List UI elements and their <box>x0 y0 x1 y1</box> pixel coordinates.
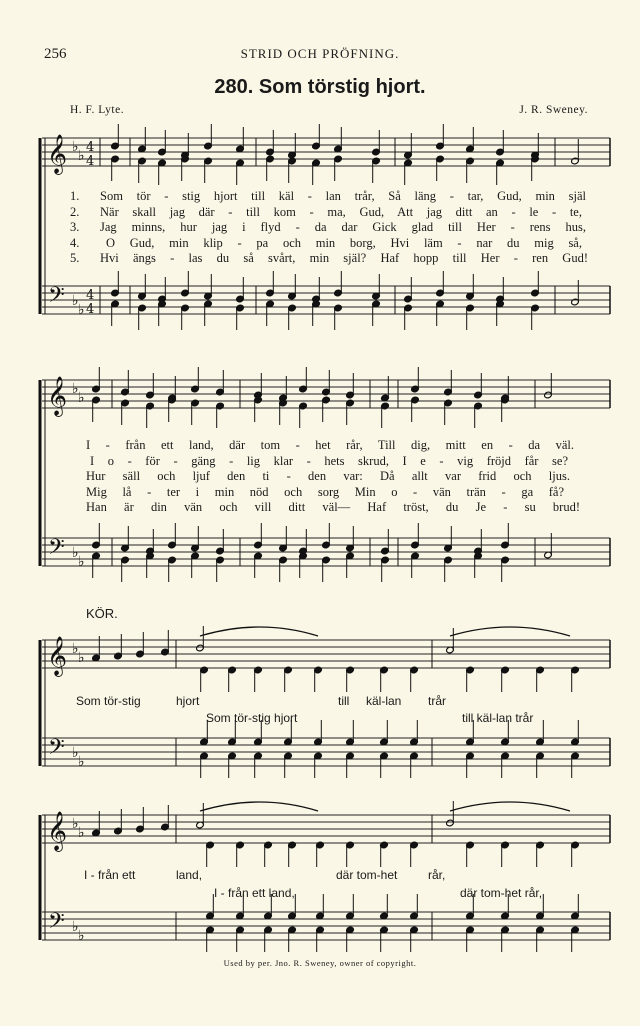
verse-line: När skall jag där - till kom - ma, Gud, Att jag ditt an - le - te, <box>100 205 582 219</box>
chorus-label: KÖR. <box>86 606 118 621</box>
copyright-footer: Used by per. Jno. R. Sweney, owner of copyright. <box>223 958 417 968</box>
system-4-key-flat: ♭ <box>78 928 85 944</box>
chorus-slur <box>450 802 570 811</box>
verse-number: 1. <box>70 189 80 203</box>
composer: J. R. Sweney. <box>519 104 588 116</box>
system-4-key-flat: ♭ <box>78 825 85 841</box>
chorus-word: där tom-het <box>336 868 398 882</box>
page-number: 256 <box>44 46 67 62</box>
system-3-key-flat: ♭ <box>72 745 79 761</box>
verse-number: 3. <box>70 220 80 234</box>
system-3-treble-clef: 𝄞 <box>47 636 68 676</box>
lyricist: H. F. Lyte. <box>70 104 125 116</box>
system-1-bass-clef: 𝄢 <box>48 283 65 313</box>
verse-line: Mig lå - ter i min nöd och sorg Min o - vän trän - ga få? <box>86 485 564 499</box>
hymn-title-text: Som törstig hjort. <box>258 76 426 98</box>
chorus-word: hjort <box>176 694 200 708</box>
system-1-key-flat: ♭ <box>78 148 85 164</box>
system-1-treble-clef: 𝄞 <box>47 134 68 174</box>
system-1-time-sig: 4 <box>86 140 95 155</box>
chorus-slur <box>450 627 570 636</box>
verse-number: 5. <box>70 251 80 265</box>
system-3-key-flat: ♭ <box>78 754 85 770</box>
system-4-bass-clef: 𝄢 <box>48 909 65 939</box>
verse-line: I o - för - gäng - lig klar - hets skrud, I e - vig fröjd får se? <box>90 454 568 468</box>
verse-line: Jag minns, hur jag i flyd - da dar Gick glad till Her - rens hus, <box>100 220 586 234</box>
verse-line: I - från ett land, där tom - het rår, Till dig, mitt en - da väl. <box>86 438 574 452</box>
chorus-word: Som tör-stig <box>76 694 141 708</box>
system-2-bass-clef: 𝄢 <box>48 535 65 565</box>
verse-line: Som tör - stig hjort till käl - lan trår, Så läng - tar, Gud, min själ <box>100 189 586 203</box>
chorus-slur <box>200 627 318 636</box>
verse-line: O Gud, min klip - pa och min borg, Hvi läm - nar du mig så, <box>106 236 582 250</box>
chorus-word: rår, <box>428 868 446 882</box>
system-1-key-flat: ♭ <box>78 302 85 318</box>
system-4-treble-clef: 𝄞 <box>47 811 68 851</box>
system-3-bass-clef: 𝄢 <box>48 735 65 765</box>
system-2-key-flat: ♭ <box>78 390 85 406</box>
chorus-word: käl-lan <box>366 694 402 708</box>
system-1-key-flat: ♭ <box>72 139 79 155</box>
chorus-word: till käl-lan trår <box>462 711 534 725</box>
system-2-key-flat: ♭ <box>78 554 85 570</box>
verse-number: 2. <box>70 205 80 219</box>
chorus-word: där tom-het rår, <box>460 886 543 900</box>
system-2-key-flat: ♭ <box>72 545 79 561</box>
chorus-slur <box>200 802 318 811</box>
chorus-word: Som tör-stig hjort <box>206 711 298 725</box>
chorus-word: I - från ett <box>84 868 136 882</box>
system-3-key-flat: ♭ <box>78 650 85 666</box>
system-2-treble-clef: 𝄞 <box>47 376 68 416</box>
system-3-key-flat: ♭ <box>72 641 79 657</box>
system-1-time-sig: 4 <box>86 288 95 303</box>
verse-line: Hvi ängs - las du så svårt, min själ? Haf hopp till Her - ren Gud! <box>100 251 588 265</box>
chorus-word: trår <box>428 694 446 708</box>
system-1-time-sig: 4 <box>86 154 95 169</box>
chorus-word: land, <box>176 868 203 882</box>
system-2-key-flat: ♭ <box>72 381 79 397</box>
chorus-word: I - från ett land, <box>214 886 295 900</box>
system-1-key-flat: ♭ <box>72 293 79 309</box>
system-4-key-flat: ♭ <box>72 816 79 832</box>
verse-number: 4. <box>70 236 80 250</box>
system-1-time-sig: 4 <box>86 302 95 317</box>
hymn-number: 280. <box>214 76 254 98</box>
chorus-word: till <box>338 694 350 708</box>
system-4-key-flat: ♭ <box>72 919 79 935</box>
running-head: STRID OCH PRÖFNING. <box>240 46 400 61</box>
verse-line: Hur säll och ljuf den ti - den var: Då allt var frid och ljus. <box>86 469 570 483</box>
verse-line: Han är din vän och vill ditt väl— Haf tröst, du Je - su brud! <box>86 500 580 514</box>
